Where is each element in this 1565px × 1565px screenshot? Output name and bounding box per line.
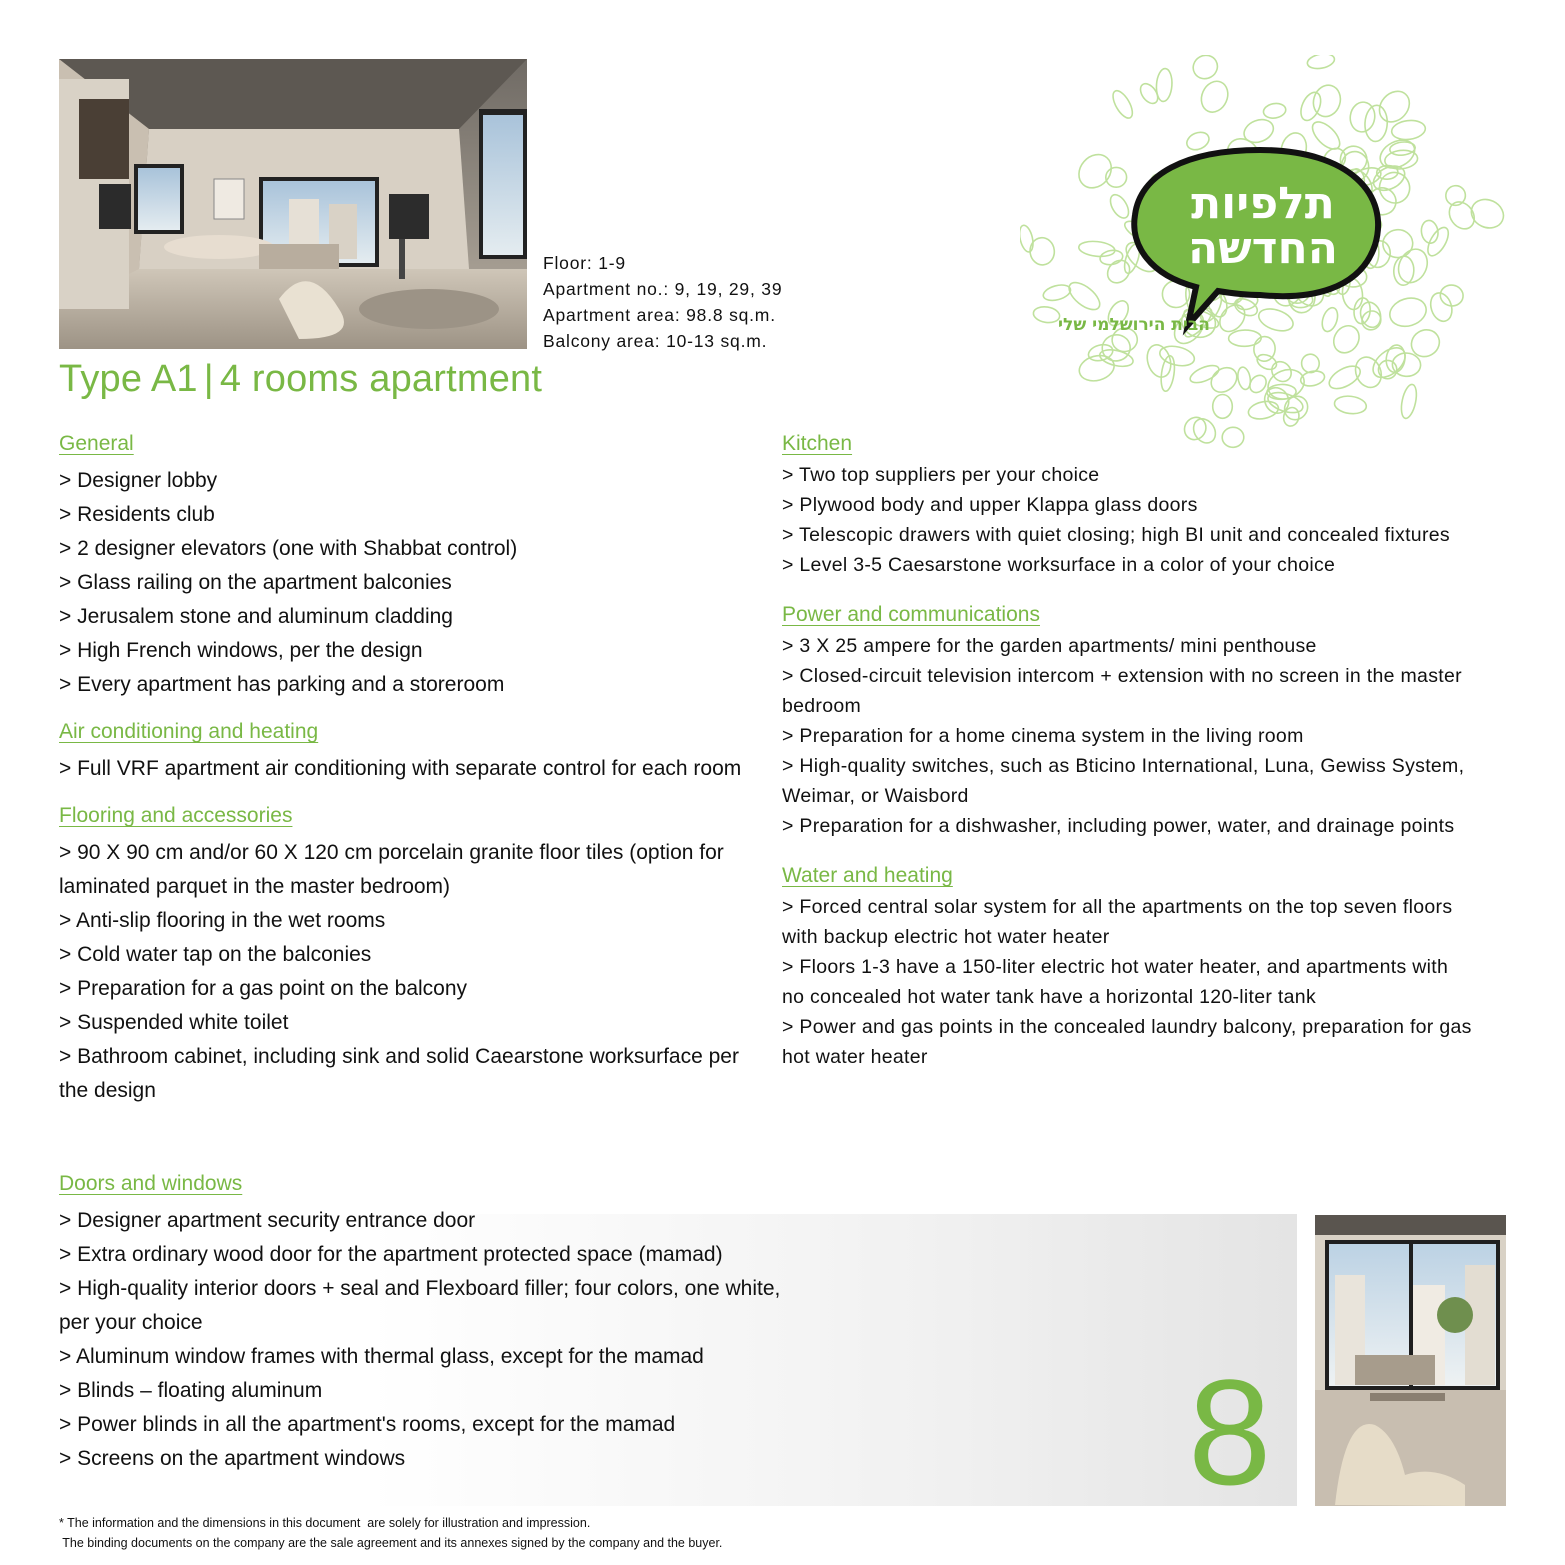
logo-pattern-oval xyxy=(1197,77,1233,116)
logo-pattern-oval xyxy=(1256,305,1296,335)
logo-pattern-oval xyxy=(1364,105,1388,142)
logo-line2: החדשה xyxy=(1188,223,1338,274)
logo-pattern-oval xyxy=(1078,240,1116,258)
list-item: > Bathroom cabinet, including sink and solid Caearstone worksurface per the design xyxy=(59,1045,739,1102)
interior-photo-balcony xyxy=(1315,1215,1506,1506)
logo-pattern-oval xyxy=(1442,182,1469,210)
section-block xyxy=(782,864,1472,1072)
logo-pattern-oval xyxy=(1391,119,1427,142)
section-block xyxy=(59,432,759,702)
logo-pattern-oval xyxy=(1228,330,1261,347)
page-title xyxy=(59,358,542,401)
logo-pattern-oval xyxy=(1386,294,1429,331)
logo-pattern-oval xyxy=(1206,363,1241,398)
logo-graphic xyxy=(1020,55,1510,455)
interior-photo-living-room xyxy=(59,59,527,349)
list-item: > Preparation for a home cinema system in the living room xyxy=(782,725,1304,747)
list-item: > Floors 1-3 have a 150-liter electric hot water heater, and apartments with no concealed hot water tank have a horizontal 120-liter tank xyxy=(782,956,1449,1008)
logo-pattern-oval xyxy=(1306,55,1336,71)
logo-pattern-oval xyxy=(1076,352,1117,385)
logo-pattern-oval xyxy=(1427,290,1455,324)
page-number: 8 xyxy=(1188,1348,1272,1516)
section-heading: Power and communications xyxy=(782,603,1040,626)
list-item: > Full VRF apartment air conditioning with separate control for each room xyxy=(59,757,742,780)
logo-pattern-oval xyxy=(1348,101,1376,134)
apartment-specs xyxy=(543,250,782,354)
list-item: > 90 X 90 cm and/or 60 X 120 cm porcelain granite floor tiles (option for laminated parquet in the master bedroom) xyxy=(59,841,724,898)
section-heading: General xyxy=(59,432,134,455)
section-doors-windows xyxy=(59,1172,799,1476)
logo-pattern-oval xyxy=(1213,395,1233,419)
list-item: > Cold water tap on the balconies xyxy=(59,943,372,966)
list-item: > 3 X 25 ampere for the garden apartments/ mini penthouse xyxy=(782,635,1317,657)
section-block xyxy=(59,804,759,1108)
footnote-line1: * The information and the dimensions in this document are solely for illustration and impression. xyxy=(59,1516,591,1530)
list-item: > Blinds – floating aluminum xyxy=(59,1379,323,1402)
list-item: > Residents club xyxy=(59,503,215,526)
list-item: > Aluminum window frames with thermal glass, except for the mamad xyxy=(59,1345,704,1368)
list-item: > Jerusalem stone and aluminum cladding xyxy=(59,605,453,628)
list-item: > Screens on the apartment windows xyxy=(59,1447,406,1470)
logo-line1: תלפיות xyxy=(1191,178,1335,229)
list-item: > Power and gas points in the concealed laundry balcony, preparation for gas hot water heater xyxy=(782,1016,1472,1068)
section-block xyxy=(782,603,1472,841)
spec-apartment-no: Apartment no.: 9, 19, 29, 39 xyxy=(543,279,783,299)
list-item: > Designer lobby xyxy=(59,469,218,492)
logo-pattern-oval xyxy=(1241,116,1277,147)
list-item: > Telescopic drawers with quiet closing; high BI unit and concealed fixtures xyxy=(782,524,1450,546)
list-item: > High French windows, per the design xyxy=(59,639,423,662)
list-item: > Closed-circuit television intercom + extension with no screen in the master bedroom xyxy=(782,665,1462,717)
section-heading: Water and heating xyxy=(782,864,953,887)
logo-pattern-oval xyxy=(1072,148,1118,194)
logo-pattern-oval xyxy=(1143,342,1174,380)
footnote-line2: The binding documents on the company are the sale agreement and its annexes signed by the company and the buyer. xyxy=(59,1536,723,1550)
project-logo xyxy=(1020,55,1510,455)
list-item: > Extra ordinary wood door for the apartment protected space (mamad) xyxy=(59,1243,723,1266)
logo-pattern-oval xyxy=(1155,68,1173,102)
list-item: > Plywood body and upper Klappa glass doors xyxy=(782,494,1198,516)
logo-pattern-oval xyxy=(1309,82,1344,120)
logo-pattern-oval xyxy=(1368,342,1411,383)
title-rooms: 4 rooms apartment xyxy=(219,358,543,400)
list-item: > Suspended white toilet xyxy=(59,1011,289,1034)
footnote xyxy=(59,1513,722,1553)
list-item: > 2 designer elevators (one with Shabbat control) xyxy=(59,537,518,560)
section-heading: Air conditioning and heating xyxy=(59,720,319,743)
logo-pattern-oval xyxy=(1020,224,1035,253)
logo-tagline: הבית הירושלמי שלי xyxy=(1058,315,1210,335)
list-item: > Every apartment has parking and a storeroom xyxy=(59,673,505,696)
list-item: > Forced central solar system for all the apartments on the top seven floors with backup electric hot water heater xyxy=(782,896,1453,948)
logo-pattern-oval xyxy=(1399,383,1419,420)
logo-pattern-oval xyxy=(1319,306,1340,334)
list-item: > Two top suppliers per your choice xyxy=(782,464,1100,486)
logo-pattern-oval xyxy=(1255,352,1279,373)
logo-pattern-oval xyxy=(1351,353,1386,391)
section-block xyxy=(782,432,1472,580)
logo-pattern-oval xyxy=(1376,135,1420,174)
left-column xyxy=(59,432,759,1126)
list-item: > Preparation for a gas point on the balcony xyxy=(59,977,468,1000)
list-item: > Power blinds in all the apartment's rooms, except for the mamad xyxy=(59,1413,676,1436)
logo-pattern-oval xyxy=(1184,129,1212,153)
logo-pattern-oval xyxy=(1189,55,1222,83)
section-heading: Doors and windows xyxy=(59,1172,243,1195)
logo-pattern-oval xyxy=(1297,89,1325,123)
spec-floor: Floor: 1-9 xyxy=(543,253,626,273)
spec-balcony-area: Balcony area: 10-13 sq.m. xyxy=(543,331,768,351)
logo-pattern-oval xyxy=(1406,325,1444,362)
section-heading: Kitchen xyxy=(782,432,853,455)
list-item: > High-quality switches, such as Bticino International, Luna, Gewiss System, Weimar, or Waisbord xyxy=(782,755,1465,807)
list-item: > Level 3-5 Caesarstone worksurface in a color of your choice xyxy=(782,554,1336,576)
logo-pattern-oval xyxy=(1247,399,1280,422)
spec-apartment-area: Apartment area: 98.8 sq.m. xyxy=(543,305,776,325)
section-block xyxy=(59,720,759,786)
logo-pattern-oval xyxy=(1375,357,1401,383)
logo-pattern-oval xyxy=(1188,362,1221,386)
logo-pattern-oval xyxy=(1103,256,1134,287)
logo-pattern-oval xyxy=(1326,362,1364,394)
title-type: Type A1 xyxy=(59,358,198,400)
logo-pattern-oval xyxy=(1107,192,1132,221)
logo-pattern-oval xyxy=(1042,282,1073,303)
title-separator: | xyxy=(203,358,214,400)
logo-pattern-oval xyxy=(1373,85,1415,128)
logo-pattern-oval xyxy=(1333,394,1367,415)
section-heading: Flooring and accessories xyxy=(59,804,293,827)
list-item: > Designer apartment security entrance door xyxy=(59,1209,476,1232)
list-item: > Preparation for a dishwasher, including power, water, and drainage points xyxy=(782,815,1455,837)
logo-pattern-oval xyxy=(1032,305,1060,324)
logo-pattern-oval xyxy=(1232,295,1260,319)
logo-pattern-oval xyxy=(1439,284,1464,308)
logo-pattern-oval xyxy=(1065,278,1105,315)
list-item: > Anti-slip flooring in the wet rooms xyxy=(59,909,386,932)
list-item: > Glass railing on the apartment balconies xyxy=(59,571,452,594)
right-column xyxy=(782,432,1472,1095)
logo-pattern-oval xyxy=(1109,88,1136,121)
logo-pattern-oval xyxy=(1262,102,1286,120)
list-item: > High-quality interior doors + seal and Flexboard filler; four colors, one white, per your choice xyxy=(59,1277,781,1334)
